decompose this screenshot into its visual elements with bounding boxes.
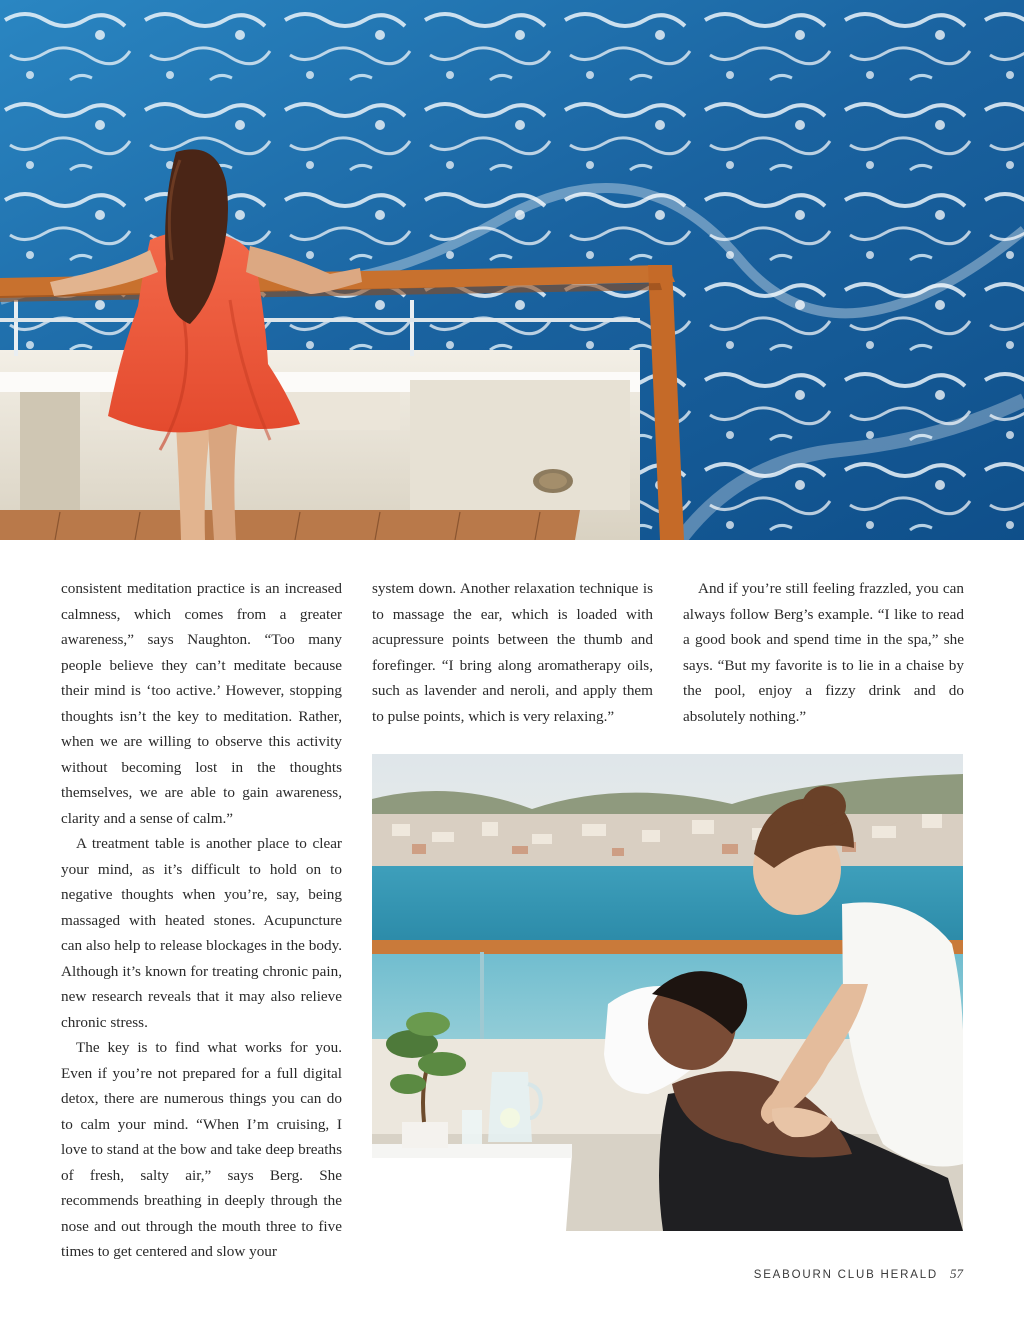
article-column-2 (372, 576, 653, 729)
col3-paragraph-1: And if you’re still feeling frazzled, you can always follow Berg’s example. “I like to read a good book and spend time in the spa,” she says. “But my favorite is to lie in a chaise by the pool, enjoy a fizzy drink and do absolutely nothing.” (683, 580, 964, 725)
col1-paragraph-1: consistent meditation practice is an increased calmness, which comes from a greater awareness,” says Naughton. “Too many people believe they can’t meditate because their mind is ‘too active.’ However, stopping thoughts isn’t the key to meditation. Rather, when we are willing to observe this activity without becoming lost in the thoughts themselves, we are able to gain awareness, clarity and a sense of calm.” (61, 580, 342, 827)
hero-photo-woman-at-ship-railing (0, 0, 1024, 540)
publication-name: SEABOURN CLUB HERALD (753, 1269, 938, 1281)
article-column-1 (61, 576, 342, 1265)
col1-paragraph-2: A treatment table is another place to clear your mind, as it’s difficult to hold on to negative thoughts when you’re, say, being massaged with heated stones. Acupuncture can also help to release blockages in the body. Although it’s known for treating chronic pain, new research reveals that it may also relieve chronic stress. (61, 835, 342, 1031)
article-column-3 (683, 576, 964, 729)
col1-paragraph-3: The key is to find what works for you. Even if you’re not prepared for a full digital detox, there are numerous things you can do to calm your mind. “When I’m cruising, I love to stand at the bow and take deep breaths of fresh, salty air,” says Berg. She recommends breathing in deeply through the nose and out through the mouth three to five times to get centered and slow your (61, 1039, 342, 1260)
page-footer (754, 1266, 963, 1282)
spa-massage-photo (372, 754, 963, 1231)
page-number: 57 (950, 1266, 963, 1281)
col2-paragraph-1: system down. Another relaxation technique is to massage the ear, which is loaded with acupressure points between the thumb and forefinger. “I bring along aromatherapy oils, such as lavender and neroli, and apply them to pulse points, which is very relaxing.” (372, 580, 653, 725)
